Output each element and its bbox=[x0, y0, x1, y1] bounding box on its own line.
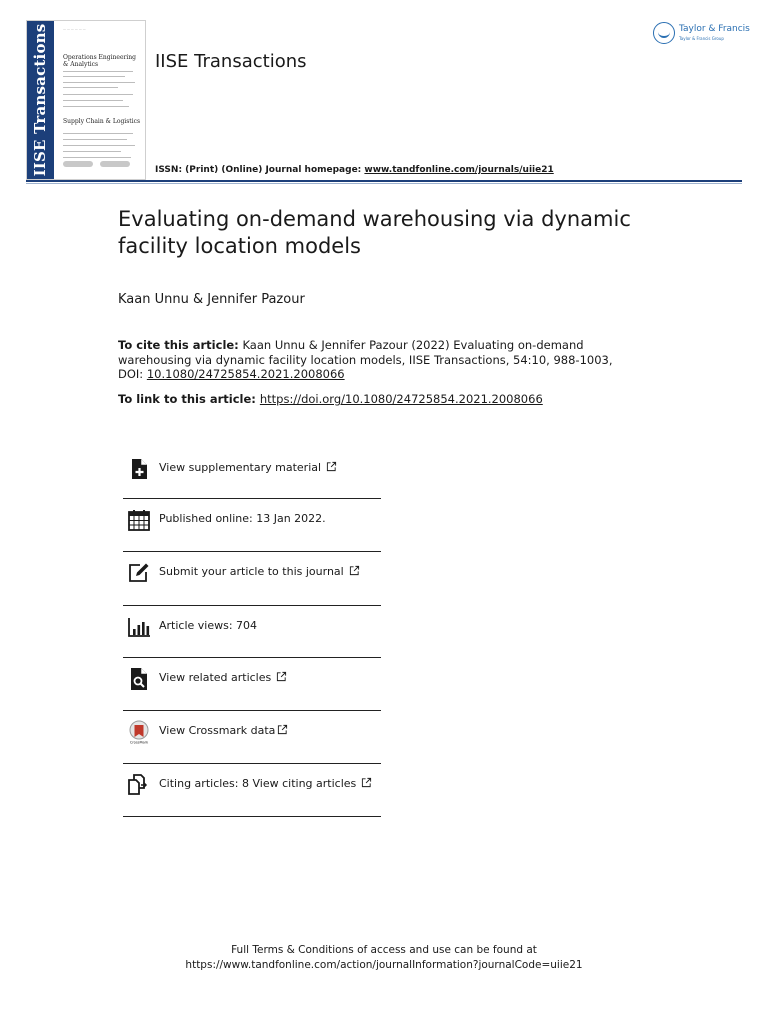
crossmark-icon bbox=[127, 720, 151, 744]
cover-text-line bbox=[63, 139, 127, 140]
cover-text-line bbox=[63, 76, 125, 77]
publisher-subname: Taylor & Francis Group bbox=[679, 36, 724, 41]
cover-text-line bbox=[63, 94, 133, 95]
cover-spine-title: IISE Transactions bbox=[31, 23, 49, 177]
action-label: Submit your article to this journal bbox=[159, 565, 360, 578]
cover-text-line bbox=[63, 82, 135, 83]
journal-homepage-link[interactable]: www.tandfonline.com/journals/uiie21 bbox=[364, 165, 554, 175]
issn-text: ISSN: (Print) (Online) Journal homepage: bbox=[155, 165, 365, 175]
article-actions-list bbox=[123, 448, 381, 817]
header-divider bbox=[26, 180, 742, 182]
journal-name: IISE Transactions bbox=[155, 51, 307, 72]
cover-logo bbox=[100, 161, 130, 167]
bar-chart-icon bbox=[127, 615, 151, 639]
publisher-logo-icon bbox=[653, 22, 675, 44]
cite-label: To cite this article: bbox=[118, 338, 239, 352]
action-label: View related articles bbox=[159, 671, 287, 684]
article-authors: Kaan Unnu & Jennifer Pazour bbox=[118, 292, 305, 307]
edit-icon bbox=[127, 561, 151, 585]
action-article-views bbox=[123, 606, 381, 658]
link-label: To link to this article: bbox=[118, 392, 256, 406]
cover-spine bbox=[27, 21, 54, 179]
cover-text-line bbox=[63, 87, 118, 88]
cover-text-line bbox=[63, 133, 133, 134]
article-title: Evaluating on-demand warehousing via dynamic facility location models bbox=[118, 207, 631, 258]
footer-terms-text: Full Terms & Conditions of access and use can be found at bbox=[231, 944, 537, 956]
cover-section-title: Supply Chain & Logistics bbox=[63, 118, 141, 125]
cover-section-title: Operations Engineering & Analytics bbox=[63, 54, 137, 68]
cover-publisher-logos bbox=[63, 161, 138, 169]
publisher-logo bbox=[653, 22, 753, 48]
action-label: Published online: 13 Jan 2022. bbox=[159, 512, 326, 525]
svg-text:CrossMark: CrossMark bbox=[129, 740, 149, 744]
external-link-icon bbox=[276, 671, 287, 682]
cover-topline: — — — — — — bbox=[63, 27, 86, 31]
footer bbox=[0, 943, 768, 973]
external-link-icon bbox=[326, 461, 337, 472]
action-label: View supplementary material bbox=[159, 461, 337, 474]
article-doi-link[interactable]: https://doi.org/10.1080/24725854.2021.2008066 bbox=[259, 392, 543, 406]
cite-text: Kaan Unnu & Jennifer Pazour (2022) Evaluating on-demand warehousing via dynamic facility location models, IISE Transactions, 54:10, 988-1003, DOI: bbox=[118, 338, 613, 381]
action-supplementary-material[interactable] bbox=[123, 448, 381, 499]
action-crossmark-data[interactable] bbox=[123, 711, 381, 764]
action-related-articles[interactable] bbox=[123, 658, 381, 711]
cover-text-line bbox=[63, 106, 129, 107]
cover-text-line bbox=[63, 71, 133, 72]
issn-line bbox=[155, 165, 554, 175]
action-label: Article views: 704 bbox=[159, 619, 258, 632]
cover-logo bbox=[63, 161, 93, 167]
action-submit-article[interactable] bbox=[123, 552, 381, 606]
search-document-icon bbox=[127, 667, 151, 691]
footer-terms-link[interactable]: https://www.tandfonline.com/action/journalInformation?journalCode=uiie21 bbox=[185, 959, 583, 971]
calendar-icon bbox=[127, 508, 151, 532]
action-published-online bbox=[123, 499, 381, 552]
publisher-name: Taylor & Francis bbox=[679, 24, 750, 34]
add-document-icon bbox=[127, 457, 151, 481]
external-link-icon bbox=[277, 724, 288, 735]
citation-block bbox=[118, 338, 638, 382]
citing-articles-icon bbox=[127, 773, 151, 797]
article-link-line bbox=[118, 392, 543, 406]
action-label: View Crossmark data bbox=[159, 724, 288, 737]
cover-text-line bbox=[63, 157, 131, 158]
external-link-icon bbox=[349, 565, 360, 576]
action-citing-articles[interactable] bbox=[123, 764, 381, 817]
cover-text-line bbox=[63, 100, 123, 101]
cover-text-line bbox=[63, 145, 135, 146]
cite-doi-link[interactable]: 10.1080/24725854.2021.2008066 bbox=[146, 367, 345, 381]
external-link-icon bbox=[361, 777, 372, 788]
action-label: Citing articles: 8 View citing articles bbox=[159, 777, 372, 790]
cover-text-line bbox=[63, 151, 121, 152]
journal-cover-thumbnail bbox=[26, 20, 146, 180]
header-divider-thin bbox=[26, 183, 742, 184]
